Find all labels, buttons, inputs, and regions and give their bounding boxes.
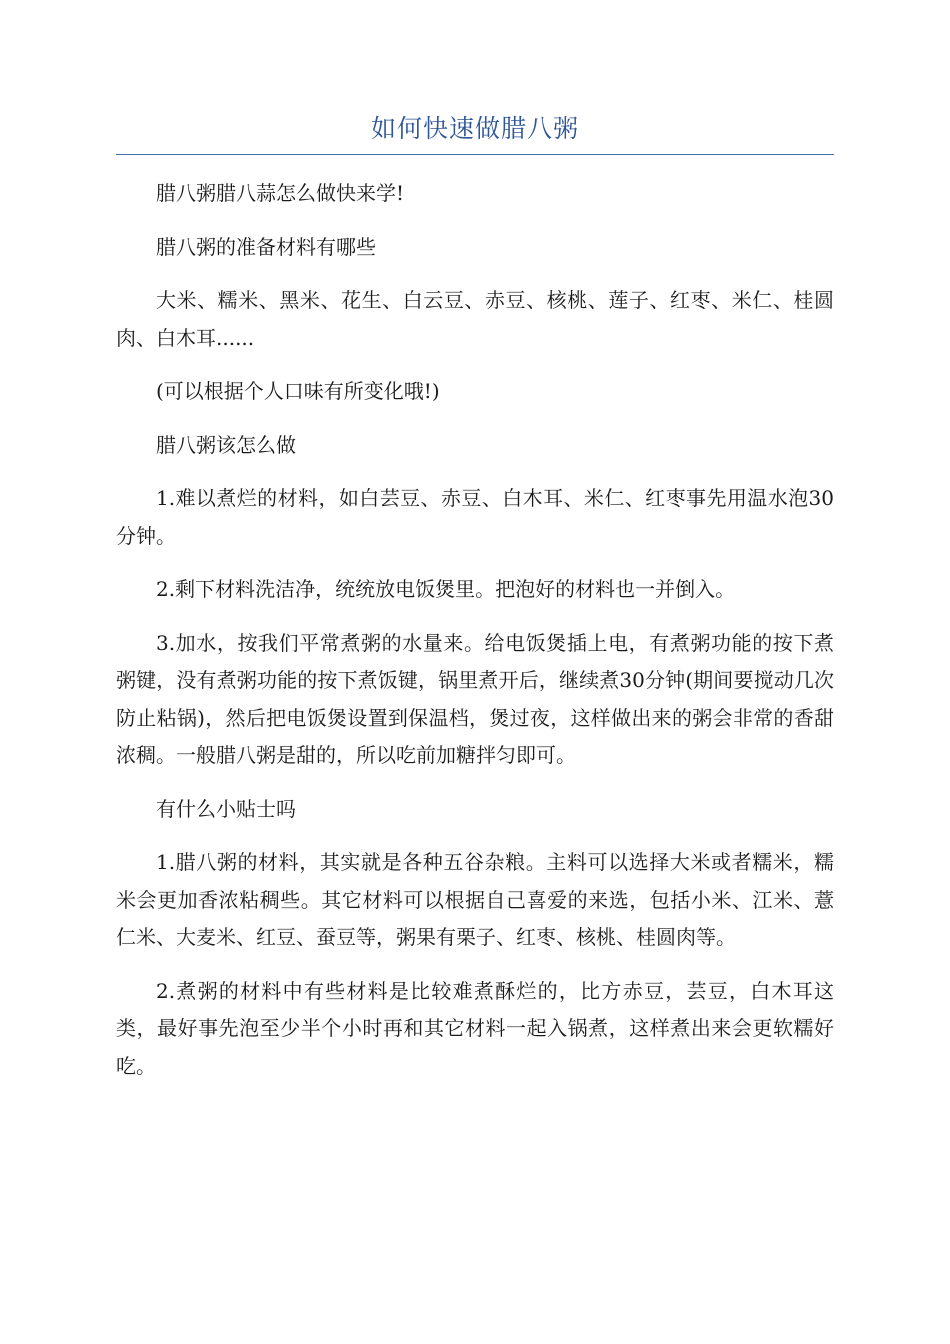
method-step-2: 2.剩下材料洗洁净，统统放电饭煲里。把泡好的材料也一并倒入。 (156, 577, 736, 601)
tip-1: 1.腊八粥的材料，其实就是各种五谷杂粮。主料可以选择大米或者糯米，糯米会更加香浓粘稠些。其它材料可以根据自己喜爱的来选，包括小米、江米、薏仁米、大麦米、红豆、蚕豆等，粥果有栗子、红枣、核桃、桂圆肉等。 (116, 850, 834, 949)
method-heading: 腊八粥该怎么做 (156, 432, 296, 457)
tip-2: 2.煮粥的材料中有些材料是比较难煮酥烂的，比方赤豆，芸豆，白木耳这类，最好事先泡至少半个小时再和其它材料一起入锅煮，这样煮出来会更软糯好吃。 (116, 978, 834, 1078)
method-step-1: 1.难以煮烂的材料，如白芸豆、赤豆、白木耳、米仁、红枣事先用温水泡30分钟。 (116, 486, 834, 548)
intro-paragraph: 腊八粥腊八蒜怎么做快来学! (156, 181, 405, 205)
method-step-3: 3.加水，按我们平常煮粥的水量来。给电饭煲插上电，有煮粥功能的按下煮粥键，没有煮粥功能的按下煮饭键，锅里煮开后，继续煮30分钟(期间要搅动几次防止粘锅)，然后把电饭煲设置到保温档，煲过夜，这样做出来的粥会非常的香甜浓稠。一般腊八粥是甜的，所以吃前加糖拌匀即可。 (116, 630, 834, 767)
tips-heading: 有什么小贴士吗 (156, 796, 296, 821)
ingredients-list: 大米、糯米、黑米、花生、白云豆、赤豆、核桃、莲子、红枣、米仁、桂圆肉、白木耳...... (116, 288, 834, 350)
ingredients-note: (可以根据个人口味有所变化哦!) (156, 379, 440, 403)
title-underline (116, 154, 834, 155)
ingredients-heading: 腊八粥的准备材料有哪些 (156, 234, 376, 259)
document-title: 如何快速做腊八粥 (370, 114, 579, 143)
document-body (116, 175, 834, 1101)
